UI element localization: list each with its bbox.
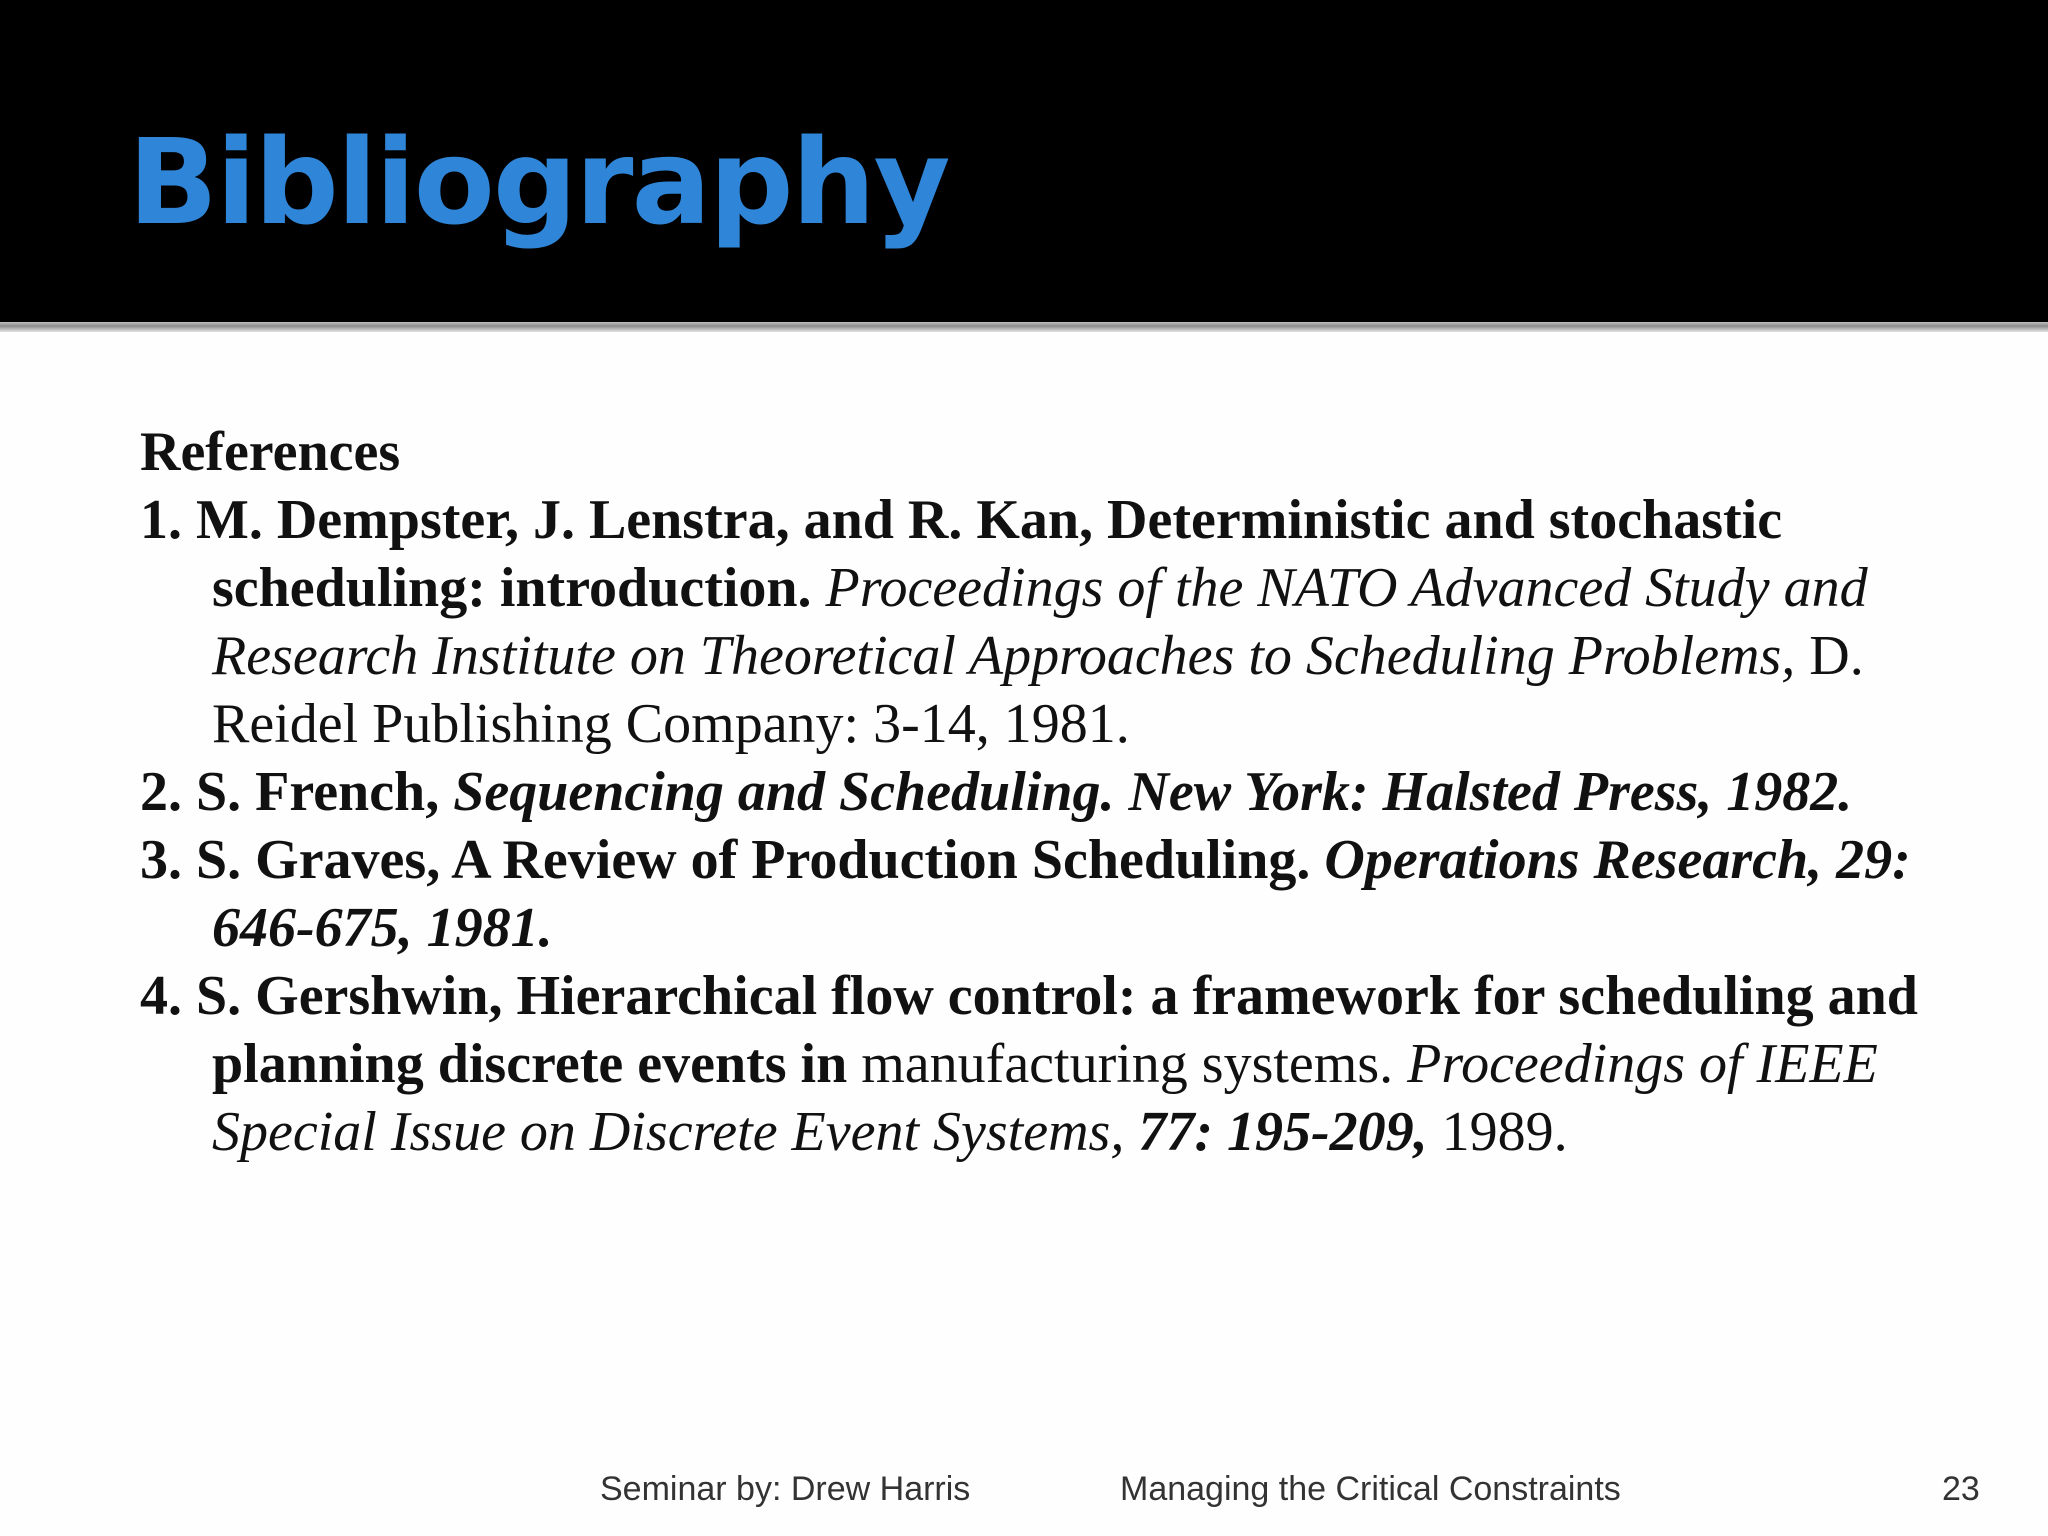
title-bar — [0, 0, 2048, 322]
reference-venue: Proceedings of IEEE Special Issue on Discrete Event Systems, — [212, 1033, 1878, 1163]
reference-journal: Operations Research, 29: 646-675, 1981. — [212, 829, 1911, 959]
title-divider — [0, 322, 2048, 332]
reference-authors: S. French, — [182, 761, 440, 823]
references-heading: References — [140, 421, 401, 483]
reference-item-3 — [140, 826, 2000, 962]
reference-volume-pages: 77: 195-209, — [1124, 1101, 1428, 1163]
reference-number: 1. — [140, 489, 182, 551]
reference-venue: Proceedings of the NATO Advanced Study and Research Institute on Theoretical Approaches to Scheduling Problems, — [212, 557, 1868, 687]
reference-authors-title: M. Dempster, J. Lenstra, and R. Kan, Deterministic and stochastic scheduling: introduction. — [182, 489, 1783, 619]
slide-title: Bibliography — [128, 113, 949, 251]
reference-item-1 — [140, 486, 2000, 758]
reference-number: 2. — [140, 761, 182, 823]
footer-page-number: 23 — [1942, 1470, 1980, 1508]
reference-authors-title: S. Gershwin, Hierarchical flow control: a framework for scheduling and planning discrete events in — [182, 965, 1918, 1095]
reference-authors-title: S. Graves, A Review of Production Scheduling. — [182, 829, 1311, 891]
reference-title-publisher: Sequencing and Scheduling. New York: Halsted Press, 1982. — [439, 761, 1853, 823]
reference-year: 1989. — [1427, 1101, 1568, 1163]
footer-topic: Managing the Critical Constraints — [1120, 1470, 1621, 1508]
reference-publisher: D. Reidel Publishing Company: 3-14, 1981. — [212, 625, 1864, 755]
reference-title-end: manufacturing systems. — [847, 1033, 1394, 1095]
reference-item-4 — [140, 962, 2000, 1166]
references-block — [140, 418, 2000, 1166]
reference-number: 4. — [140, 965, 182, 1027]
footer-presenter: Seminar by: Drew Harris — [600, 1470, 971, 1508]
reference-item-2 — [140, 758, 2000, 826]
reference-number: 3. — [140, 829, 182, 891]
